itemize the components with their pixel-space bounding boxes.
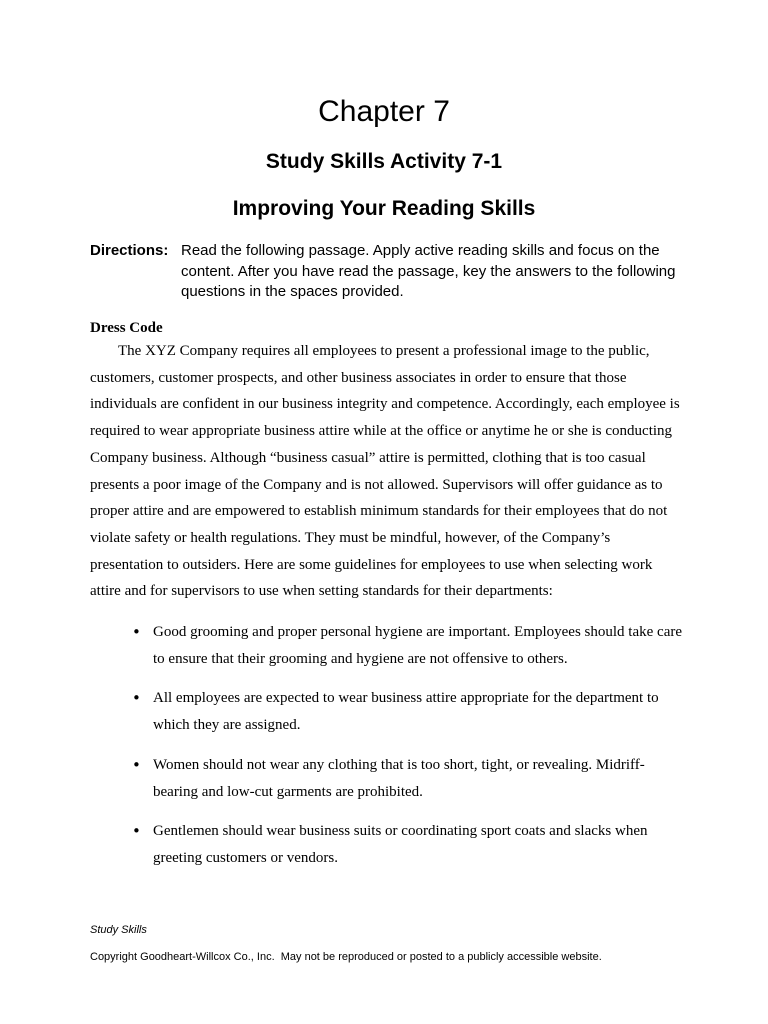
guidelines-list [90,619,682,885]
bullet-icon: • [132,689,141,708]
list-item [90,685,682,738]
page-subtitle: Improving Your Reading Skills [232,197,536,220]
list-item-text: All employees are expected to wear business attire appropriate for the department to which they are assigned. [153,690,659,734]
activity-title: Study Skills Activity 7-1 [265,150,503,173]
list-item [90,818,682,871]
list-item-text: Women should not wear any clothing that is too short, tight, or revealing. Midriff-bearing and low-cut garments are prohibited. [153,756,645,800]
list-item-text: Gentlemen should wear business suits or coordinating sport coats and slacks when greeting customers or vendors. [153,823,648,866]
section-heading: Dress Code [90,320,163,336]
footer-book-title: Study Skills [90,924,147,936]
bullet-icon: • [132,755,141,774]
chapter-title: Chapter 7 [318,95,450,128]
footer-copyright: Copyright Goodheart-Willcox Co., Inc. May not be reproduced or posted to a publicly accessible website. [90,951,602,963]
directions-text: Read the following passage. Apply active reading skills and focus on the content. After you have read the passage, key the answers to the following questions in the spaces provided. [181,242,676,300]
bullet-icon: • [132,822,141,841]
list-item [90,619,682,672]
list-item [90,752,682,805]
passage-paragraph: The XYZ Company requires all employees to present a professional image to the public, customers, customer prospects, and other business associates in order to ensure that those individuals are confident in our business integrity and competence. Accordingly, each employee is required to wear appropriate business attire while at the office or anytime he or she is conducting Company business. Although “business casual” attire is permitted, clothing that is too casual presents a poor image of the Company and is not allowed. Supervisors will offer guidance as to proper attire and are empowered to establish minimum standards for their employees that do not violate safety or health regulations. They must be mindful, however, of the Company’s presentation to outsiders. Here are some guidelines for employees to use when selecting work attire and for supervisors to use when setting standards for their departments: [90,343,680,600]
list-item-text: Good grooming and proper personal hygiene are important. Employees should take care to ensure that their grooming and hygiene are not offensive to others. [153,624,683,667]
directions-label: Directions: [90,242,169,259]
bullet-icon: • [132,623,141,641]
